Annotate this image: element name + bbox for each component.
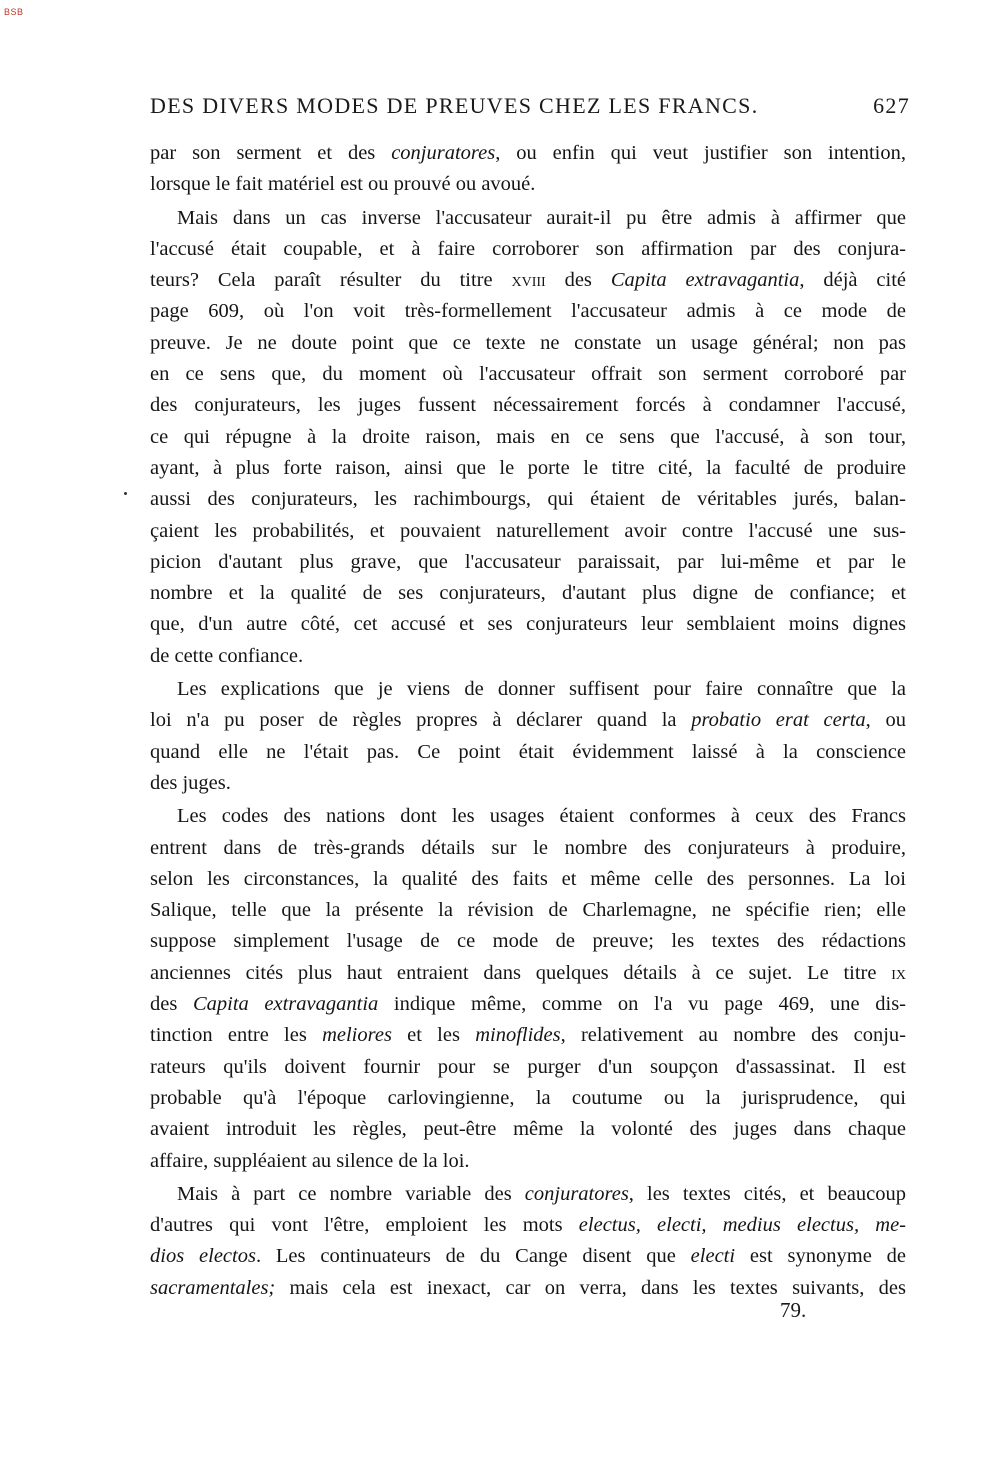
text-line: Salique, telle que la présente la révision de Charlemagne, ne spécifie rien; elle bbox=[150, 899, 906, 922]
text-line: probable qu'à l'époque carlovingienne, la coutume ou la jurisprudence, qui bbox=[150, 1086, 906, 1109]
text-line: avaient introduit les règles, peut-être même la volonté des juges dans chaque bbox=[150, 1118, 906, 1141]
body-text bbox=[150, 138, 906, 1304]
paragraph-start: Mais à part ce nombre variable des conjuratores, les textes cités, et beaucoup bbox=[177, 1182, 906, 1205]
text-line: aussi des conjurateurs, les rachimbourgs, qui étaient de véritables jurés, balan- bbox=[150, 488, 906, 511]
text-line: ayant, à plus forte raison, ainsi que le porte le titre cité, la faculté de produire bbox=[150, 456, 906, 479]
text-line: des juges. bbox=[150, 771, 231, 794]
text-line: dios electos. Les continuateurs de du Cange disent que electi est synonyme de bbox=[150, 1245, 906, 1268]
running-header bbox=[150, 93, 910, 119]
text-line: selon les circonstances, la qualité des faits et même celle des personnes. La loi bbox=[150, 867, 906, 890]
text-line: rateurs qu'ils doivent fournir pour se purger d'un soupçon d'assassinat. Il est bbox=[150, 1055, 906, 1078]
text-line: des conjurateurs, les juges fussent nécessairement forcés à condamner l'accusé, bbox=[150, 394, 906, 417]
text-line: l'accusé était coupable, et à faire corroborer son affirmation par des conjura- bbox=[150, 237, 906, 260]
text-line: page 609, où l'on voit très-formellement l'accusateur admis à ce mode de bbox=[150, 300, 906, 323]
text-line: anciennes cités plus haut entraient dans quelques détails à ce sujet. Le titre ix bbox=[150, 961, 906, 984]
text-line: tinction entre les meliores et les minoflides, relativement au nombre des conju- bbox=[150, 1024, 907, 1047]
text-line: teurs? Cela paraît résulter du titre xviii des Capita extravagantia, déjà cité bbox=[150, 269, 907, 292]
paragraph-start: Les explications que je viens de donner suffisent pour faire connaître que la bbox=[177, 678, 906, 701]
page-number: 627 bbox=[873, 93, 910, 118]
text-line: sacramentales; mais cela est inexact, car on verra, dans les textes suivants, des bbox=[150, 1276, 906, 1299]
text-line: de cette confiance. bbox=[150, 644, 304, 667]
text-line: des Capita extravagantia indique même, comme on l'a vu page 469, une dis- bbox=[150, 993, 907, 1016]
paragraph-start: Mais dans un cas inverse l'accusateur aurait-il pu être admis à affirmer que bbox=[177, 206, 906, 229]
text-line: en ce sens que, du moment où l'accusateur offrait son serment corroboré par bbox=[150, 363, 906, 386]
text-line: quand elle ne l'était pas. Ce point était évidemment laissé à la conscience bbox=[150, 740, 906, 763]
text-line: çaient les probabilités, et pouvaient naturellement avoir contre l'accusé une sus- bbox=[150, 519, 906, 542]
text-line: que, d'un autre côté, cet accusé et ses conjurateurs leur semblaient moins dignes bbox=[150, 613, 906, 636]
text-line: lorsque le fait matériel est ou prouvé ou avoué. bbox=[150, 173, 536, 196]
text-line: par son serment et des conjuratores, ou enfin qui veut justifier son intention, bbox=[150, 142, 907, 164]
text-line: affaire, suppléaient au silence de la loi. bbox=[150, 1149, 470, 1172]
text-line: nombre et la qualité de ses conjurateurs, d'autant plus digne de confiance; et bbox=[150, 582, 906, 605]
paragraph-start: Les codes des nations dont les usages étaient conformes à ceux des Francs bbox=[177, 805, 906, 828]
margin-mark bbox=[124, 492, 127, 495]
text-line: entrent dans de très-grands détails sur le nombre des conjurateurs à produire, bbox=[150, 836, 906, 859]
text-line: loi n'a pu poser de règles propres à déclarer quand la probatio erat certa, ou bbox=[150, 709, 906, 732]
text-line: picion d'autant plus grave, que l'accusateur paraissait, par lui-même et par le bbox=[150, 550, 906, 573]
library-watermark: BSB bbox=[4, 7, 24, 17]
running-title: DES DIVERS MODES DE PREUVES CHEZ LES FRANCS. bbox=[150, 93, 759, 118]
text-line: d'autres qui vont l'être, emploient les mots electus, electi, medius electus, me- bbox=[150, 1214, 906, 1237]
signature-mark: 79. bbox=[780, 1298, 807, 1322]
text-line: suppose simplement l'usage de ce mode de preuve; les textes des rédactions bbox=[150, 930, 906, 953]
text-line: preuve. Je ne doute point que ce texte ne constate un usage général; non pas bbox=[150, 331, 906, 354]
text-line: ce qui répugne à la droite raison, mais en ce sens que l'accusé, à son tour, bbox=[150, 425, 906, 448]
